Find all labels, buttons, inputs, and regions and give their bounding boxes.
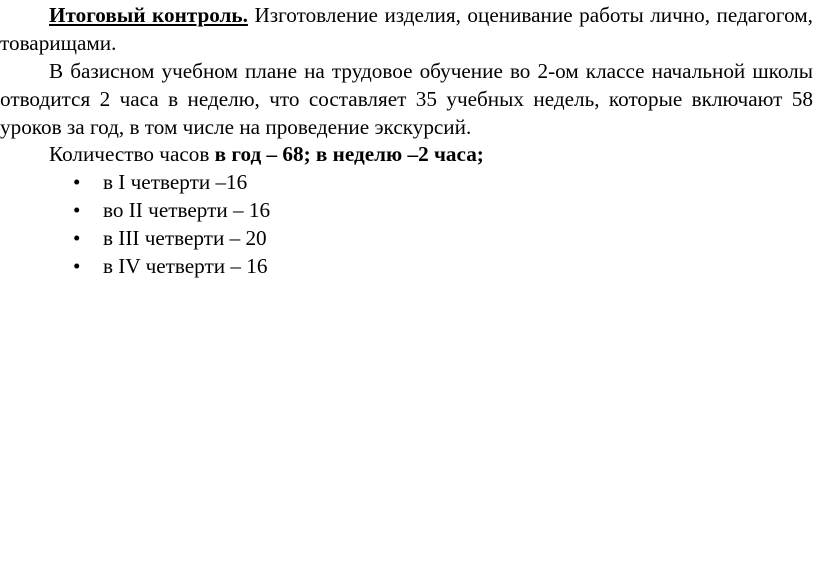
bullet-icon: • bbox=[73, 254, 81, 278]
list-item bbox=[0, 168, 270, 196]
paragraph-curriculum bbox=[0, 57, 813, 141]
hours-emphasis-text: в год – 68; в неделю –2 часа; bbox=[214, 142, 484, 166]
bullet-icon: • bbox=[73, 170, 81, 194]
final-control-text: Изготовление изделия, оценивание работы лично, педагогом, товарищами. bbox=[0, 3, 813, 55]
hours-lead-text: Количество часов bbox=[49, 142, 215, 166]
section-heading: Итоговый контроль. bbox=[49, 3, 248, 27]
bullet-icon: • bbox=[73, 198, 81, 222]
paragraph-final-control bbox=[0, 1, 813, 57]
list-item bbox=[0, 252, 270, 280]
list-item-text: в IV четверти – 16 bbox=[103, 254, 268, 278]
bullet-icon: • bbox=[73, 226, 81, 250]
list-item bbox=[0, 224, 270, 252]
list-item-text: в III четверти – 20 bbox=[103, 226, 267, 250]
curriculum-text: В базисном учебном плане на трудовое обучение во 2-ом классе начальной школы отводится 2 часа в неделю, что составляет 35 учебных недель, которые включают 58 уроков за год, в том числе на проведение экскурсий. bbox=[0, 59, 813, 139]
paragraph-hours bbox=[0, 140, 813, 168]
list-item bbox=[0, 196, 270, 224]
quarter-hours-list bbox=[0, 168, 270, 280]
list-item-text: в I четверти –16 bbox=[103, 170, 248, 194]
list-item-text: во II четверти – 16 bbox=[103, 198, 271, 222]
